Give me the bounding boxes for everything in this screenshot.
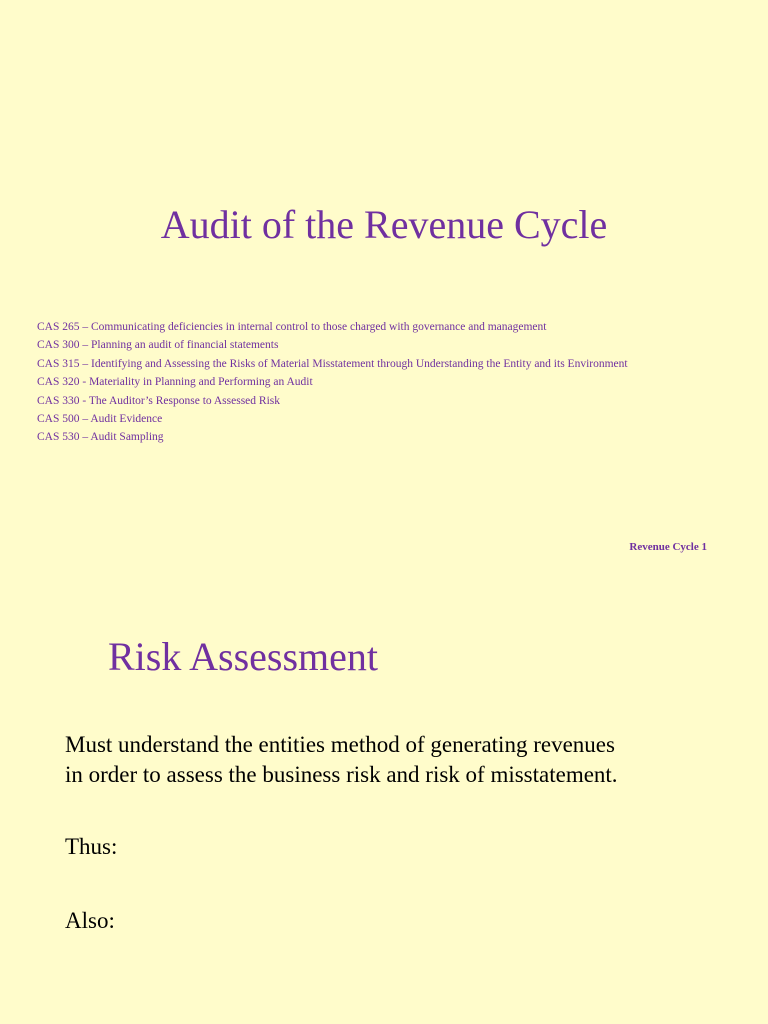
- thus-label: Thus:: [65, 834, 118, 859]
- standards-list-item: CAS 265 – Communicating deficiencies in internal control to those charged with governance and management: [37, 321, 547, 333]
- body-paragraph: [65, 730, 618, 790]
- standards-list-item: CAS 530 – Audit Sampling: [37, 431, 164, 444]
- standards-list-item: CAS 330 - The Auditor’s Response to Assessed Risk: [37, 394, 281, 407]
- standards-list-item: CAS 300 – Planning an audit of financial statements: [37, 339, 279, 352]
- standards-list-item: CAS 500 – Audit Evidence: [37, 413, 163, 426]
- body-line: Must understand the entities method of generating revenues: [65, 732, 615, 757]
- slide-title: Risk Assessment: [108, 634, 379, 679]
- also-label: Also:: [65, 908, 115, 933]
- slide-title: Audit of the Revenue Cycle: [160, 202, 608, 247]
- slide-footer: Revenue Cycle 1: [629, 541, 707, 553]
- body-line: in order to assess the business risk and risk of misstatement.: [65, 762, 618, 787]
- standards-list-item: CAS 315 – Identifying and Assessing the Risks of Material Misstatement through Understanding the Entity and its Environment: [37, 357, 628, 370]
- standards-list: [37, 318, 628, 447]
- slide-risk-assessment: [0, 576, 768, 1024]
- standards-list-item: CAS 320 - Materiality in Planning and Performing an Audit: [37, 376, 313, 389]
